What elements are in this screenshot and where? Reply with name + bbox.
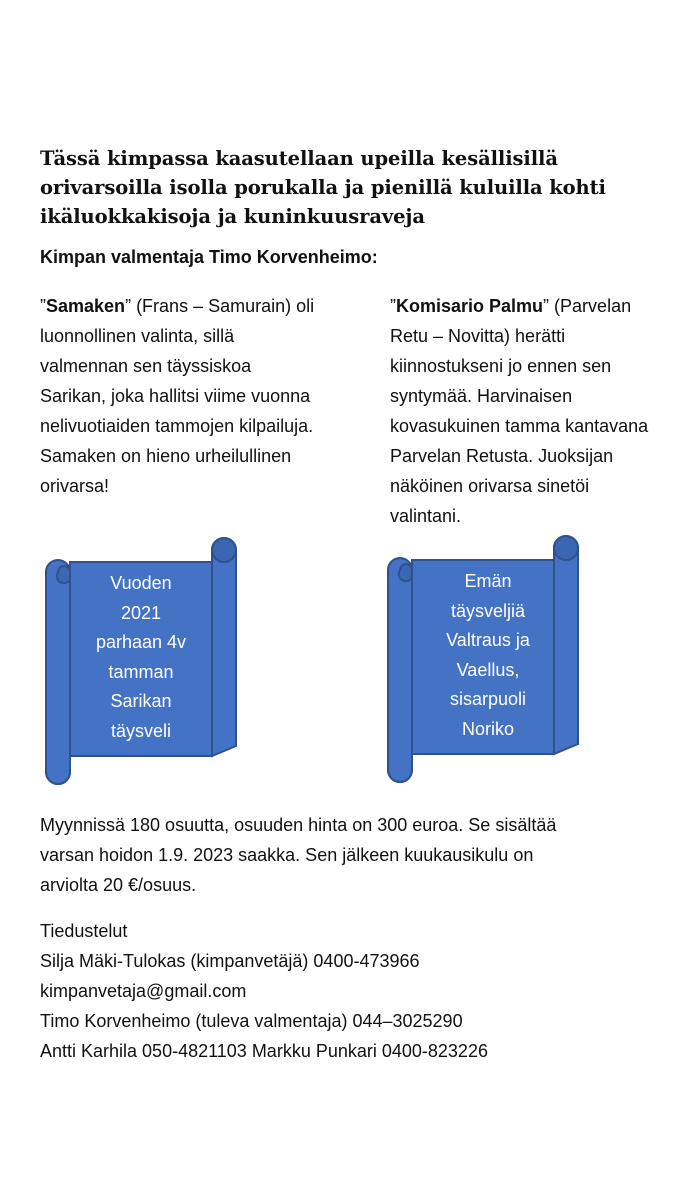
sale-line-2: varsan hoidon 1.9. 2023 saakka. Sen jälkeen kuukausikulu on bbox=[40, 845, 534, 865]
scroll-left-line-5: Sarikan bbox=[110, 691, 172, 711]
scroll-left-line-4: tamman bbox=[108, 661, 174, 682]
headline-line-1: Tässä kimpassa kaasutellaan upeilla kesällisillä bbox=[40, 147, 558, 170]
headline-line-3: ikäluokkakisoja ja kuninkuusraveja bbox=[40, 205, 425, 228]
scroll-banner-right bbox=[388, 534, 578, 784]
scroll-right-line-1: Emän bbox=[464, 571, 512, 591]
scroll-left-line-1: Vuoden bbox=[110, 573, 172, 593]
horse-left-text: (Frans – Samurain) oli luonnollinen valinta, sillä valmennan sen täyssiskoa Sarikan, joka hallitsi viime vuonna nelivuotiaiden tammojen kilpailuja. Samaken on hieno urheilullinen orivarsa! bbox=[40, 296, 315, 496]
scroll-right-line-2: täysveljiä bbox=[450, 600, 526, 621]
scroll-left-line-6: täysveli bbox=[110, 720, 172, 741]
coach-line: Kimpan valmentaja Timo Korvenheimo: bbox=[40, 247, 378, 267]
contact-line-4: Antti Karhila 050-4821103 Markku Punkari 0400-823226 bbox=[40, 1041, 488, 1061]
scroll-right-line-5: sisarpuoli bbox=[449, 689, 527, 709]
horse-right-quote-close: ” bbox=[543, 296, 550, 316]
contact-line-3: Timo Korvenheimo (tuleva valmentaja) 044–3025290 bbox=[40, 1011, 463, 1031]
scroll-right-line-6: Noriko bbox=[461, 718, 514, 739]
scroll-right-line-4: Vaellus, bbox=[456, 659, 520, 680]
scroll-banner-left bbox=[46, 536, 236, 786]
horse-left-description bbox=[40, 291, 315, 501]
contact-info bbox=[40, 916, 488, 1066]
horse-right-quote-open: ” bbox=[390, 296, 396, 316]
scroll-left-line-2: 2021 bbox=[120, 602, 162, 623]
horse-left-quote-open: ” bbox=[40, 296, 46, 316]
horse-right-description bbox=[390, 291, 665, 531]
horse-right-name: Komisario Palmu bbox=[396, 296, 544, 316]
headline-line-2: orivarsoilla isolla porukalla ja pienillä kuluilla kohti bbox=[40, 176, 606, 199]
contact-line-1: Silja Mäki-Tulokas (kimpanvetäjä) 0400-473966 bbox=[40, 951, 420, 971]
horse-right-text: (Parvelan Retu – Novitta) herätti kiinnostukseni jo ennen sen syntymää. Harvinaisen kovasukuinen tamma kantavana Parvelan Retusta. Juoksijan näköinen orivarsa sinetöi valintani. bbox=[390, 296, 649, 526]
scroll-text-right bbox=[418, 567, 558, 744]
contact-email: kimpanvetaja@gmail.com bbox=[40, 981, 247, 1001]
contacts-heading: Tiedustelut bbox=[40, 921, 128, 941]
sale-line-3: arviolta 20 €/osuus. bbox=[40, 875, 197, 895]
horse-left-quote-close: ” bbox=[125, 296, 132, 316]
horse-left-name: Samaken bbox=[46, 296, 126, 316]
sale-line-1: Myynnissä 180 osuutta, osuuden hinta on 300 euroa. Se sisältää bbox=[40, 815, 557, 835]
scroll-text-left bbox=[76, 569, 206, 746]
sale-info bbox=[40, 810, 660, 900]
headline bbox=[40, 144, 665, 231]
scroll-right-line-3: Valtraus ja bbox=[446, 630, 530, 650]
scroll-left-line-3: parhaan 4v bbox=[95, 632, 187, 652]
